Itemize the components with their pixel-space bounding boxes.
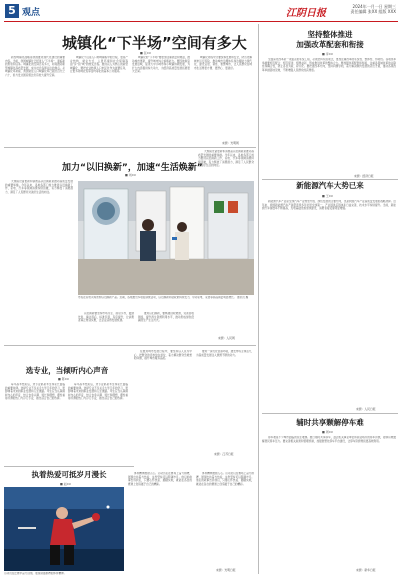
center-bottom-col-2 bbox=[196, 350, 254, 450]
main-col-1 bbox=[5, 56, 65, 136]
right2-headline: 新能源汽车大势已来 bbox=[296, 181, 364, 190]
mid-source: 来源：人民网 bbox=[218, 336, 235, 340]
mid-bottom-divider bbox=[4, 345, 256, 346]
left-bottom-col-1-text: 每年高考结束后，选专业都是考生和家长面临的重要抉择。选择专业不仅关乎大学几年的学习，更影响着未来的职业发展和人生道路。考生应当认真倾听内心的声音，结合自身兴趣、特长和理想，理性看待所谓的热门与冷门专业，做出适合自己的选择。 bbox=[5, 383, 65, 401]
section-number: 5 bbox=[5, 4, 19, 18]
main-col-3 bbox=[132, 56, 190, 126]
right2-byline: ■ 王XX bbox=[322, 194, 333, 198]
mid-col-1-text: 大规模设备更新和消费品以旧换新是推动高质量发展的重要举措。今年以来，各地各部门加力推进以旧换新工作，家电、汽车等领域消费持续回暖，有力释放了消费潜力，满足了人民群众对美好生活的向往。 bbox=[5, 180, 73, 194]
sports-caption: 运动员在比赛中奋力回球，展现顽强拼搏的体育精神。 bbox=[4, 572, 67, 575]
left-bottom-col-1 bbox=[5, 383, 65, 463]
sports-col-1-text: 体育精神激励人心。运动员们在赛场上奋力拼搏，展现出执着与热爱，这份坚持可以跨越岁月。他们的故事告诉我们，只要心怀热爱、脚踏实地，就能在各自的赛道上创造属于自己的精彩。 bbox=[128, 472, 192, 486]
right-column-divider bbox=[258, 24, 259, 574]
right1-headline-line2: 加强改革配套和衔接 bbox=[296, 40, 364, 49]
right-divider-1 bbox=[262, 179, 398, 180]
right-divider-2 bbox=[262, 413, 398, 414]
main-col-3-text: 城镇化的“下半场”要更加注重质量和效益，推动城市更新，提升城市综合承载能力。要因地制宜发展县城，促进大中小城市和小城镇协调发展，为扩大内需提供持久动力，为经济高质量发展拓展更大空间。 bbox=[132, 56, 190, 74]
sports-col-2-text: 体育精神激励人心。运动员们在赛场上奋力拼搏，展现出执着与热爱，这份坚持可以跨越岁月。他们的故事告诉我们，只要心怀热爱、脚踏实地，就能在各自的赛道上创造属于自己的精彩。 bbox=[196, 472, 254, 486]
left-bottom-divider bbox=[4, 466, 134, 467]
right1-byline: ■ 李XX bbox=[322, 52, 333, 56]
newspaper-logo: 江阴日报 bbox=[286, 8, 326, 19]
left-bottom-headline: 选专业，当倾听内心声音 bbox=[25, 366, 109, 375]
sports-photo bbox=[4, 487, 124, 571]
mid-col-3-text: 推进以旧换新，要畅通回收渠道，完善回收网络，提升再生资源利用水平，推动形成绿色低碳的生产生活方式。 bbox=[138, 312, 194, 323]
right1-headline-line1: 坚持整体推进 bbox=[307, 30, 353, 39]
main-headline: 城镇化“下半场”空间有多大 bbox=[62, 34, 247, 52]
main-col-4-text: 城镇化进程中还要统筹发展和安全，防范化解城市运行风险，推动城市治理体系和治理能力现代化，建设宜居、韧性、智慧城市，让人民群众在城市生活得更方便、更舒心、更美好。 bbox=[194, 56, 252, 70]
sports-photo-image bbox=[4, 487, 124, 571]
mid-col-2-text: 以旧换新要坚持市场为主、政府引导，鼓励先进、淘汰落后，标准引领、有序提升，让消费者真正得到实惠，让企业获得发展机遇。 bbox=[78, 312, 134, 323]
right2-body bbox=[262, 200, 396, 405]
center-bottom-col-2-text: 要进一步优化营商环境，激发市场主体活力，为高质量发展注入源源不断的动力。 bbox=[196, 350, 254, 357]
right3-source: 来源：新华日报 bbox=[356, 568, 376, 572]
right1-body-text: 全面深化改革是一项复杂的系统工程，必须坚持系统观念，更加注重改革的系统性、整体性、协同性。各项改革举措要相互配合、相互促进、相得益彰，形成推进改革的整体合力。要加强改革配套和衔接，注重各领域改革的关联性和耦合性，防止各自为政、碎片化。要把准改革方向，坚持问题导向，着力解决制约发展的突出矛盾，推动各项改革举措落地见效，不断增强人民群众的获得感。 bbox=[262, 58, 396, 72]
shop-photo-credit: 通讯员 摄 bbox=[237, 296, 249, 299]
center-bottom-source: 来源：江苏日报 bbox=[214, 452, 234, 456]
sports-col-1 bbox=[128, 472, 192, 568]
right3-body bbox=[262, 436, 396, 564]
main-col-2 bbox=[70, 56, 128, 126]
left-bottom-byline: ■ 陈XX bbox=[58, 377, 69, 381]
mid-col-2 bbox=[78, 312, 134, 342]
main-source: 来源：光明网 bbox=[222, 141, 239, 145]
right1-headline bbox=[262, 30, 398, 50]
dateline bbox=[350, 4, 396, 14]
left-bottom-col-2-text: 每年高考结束后，选专业都是考生和家长面临的重要抉择。选择专业不仅关乎大学几年的学习，更影响着未来的职业发展和人生道路。考生应当认真倾听内心的声音，结合自身兴趣、特长和理想，理性看待所谓的热门与冷门专业，做出适合自己的选择。 bbox=[68, 383, 128, 401]
right2-body-text: 新能源汽车产业是全球汽车产业转型升级、绿色发展的主要方向，也是我国汽车产业高质量发展的战略选择。近年来，我国新能源汽车产销量连续多年位居全球第一，产业链供应链体系日益完善，技术水平持续提升。当前，新能源汽车渗透率不断提高，充电基础设施加快建设，消费者接受度明显增强。 bbox=[262, 200, 396, 211]
mid-byline: ■ 刘XX bbox=[125, 173, 136, 177]
main-col-4 bbox=[194, 56, 252, 128]
sports-byline: ■ 赵XX bbox=[60, 482, 71, 486]
sports-col-2 bbox=[196, 472, 254, 568]
editor-line: 责任编辑 张XX 组版 XXX bbox=[350, 9, 396, 14]
center-bottom-col-1 bbox=[134, 350, 192, 450]
shop-photo-caption-text: 市民在家电卖场选购以旧换新产品。近期，各地推出多项促消费活动，以旧换新补贴政策持续发力，带动家电、家居等商品销量明显增长。 bbox=[78, 296, 237, 299]
main-bottom-divider bbox=[4, 147, 256, 148]
right1-body bbox=[262, 58, 396, 176]
mid-col-3 bbox=[138, 312, 194, 342]
mid-headline: 加力“以旧换新”，加速“生活焕新” bbox=[62, 163, 203, 173]
sports-headline: 执着热爱可抵岁月漫长 bbox=[31, 470, 107, 479]
mid-col-4-text: 大规模设备更新和消费品以旧换新是推动高质量发展的重要举措。今年以来，各地各部门加力推进以旧换新工作，家电、汽车等领域消费持续回暖，有力释放了消费潜力，满足了人民群众对美好生活的向往。 bbox=[198, 150, 254, 168]
right3-headline: 辅时共享颗解停车难 bbox=[296, 418, 364, 427]
page-header bbox=[4, 3, 398, 22]
main-byline: ■ 张XX bbox=[140, 51, 151, 55]
right1-source: 来源：经济日报 bbox=[354, 174, 374, 178]
main-col-2-text: 城镇化不仅是人口向城镇集中的过程，更是产业结构、就业方式、人居环境和社会保障等由“乡”到“城”的转变过程。推进以人为核心的新型城镇化，要把农业转移人口市民化作为首要任务，让更多进城农民享受均等化的基本公共服务。 bbox=[70, 56, 128, 74]
right2-source: 来源：人民日报 bbox=[356, 407, 376, 411]
right3-body-text: 停车难是不少城市面临的民生难题。推行错时共享停车，盘活机关事业单位和商业场所的停车资源，能够有效缓解居民停车压力。要完善相关政策和管理机制，加强智慧化停车平台建设，让停车资源得到更高效利用。 bbox=[262, 436, 396, 443]
sports-source: 来源：光明日报 bbox=[216, 568, 236, 572]
issue-date: 2024年一月一日 星期三 bbox=[352, 4, 396, 9]
left-bottom-col-2 bbox=[68, 383, 128, 463]
mid-col-1 bbox=[5, 180, 73, 300]
mid-col-4 bbox=[198, 150, 254, 340]
center-bottom-col-1-text: 在推进城市发展过程中，要坚持以人民为中心，把群众的需求放在首位，着力解决群众急难愁盼问题，提升城市服务品质。 bbox=[134, 350, 192, 361]
section-name: 观点 bbox=[22, 8, 41, 18]
main-col-1-text: 新型城镇化战略是我国推进现代化建设的重要内容。当前，我国城镇化已经进入“下半场”，面临新的形势和任务。城镇化的空间还有多大，如何推动新型城镇化高质量发展，成为社会各界关注的焦点。从城镇化率来看，我国常住人口城镇化率已超过百分之六十，但与发达国家相比仍有较大提升空间。 bbox=[5, 56, 65, 77]
right3-byline: ■ 周XX bbox=[322, 430, 333, 434]
